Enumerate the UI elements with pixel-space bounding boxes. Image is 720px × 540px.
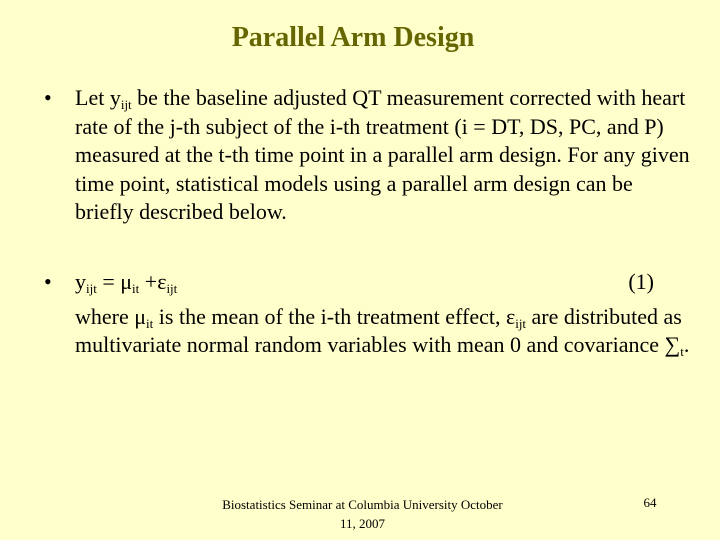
model-equation — [75, 268, 694, 297]
subscript: ijt — [166, 281, 178, 296]
subscript: ijt — [120, 97, 132, 112]
eq-eps: +ε — [139, 269, 167, 294]
period: . — [683, 332, 690, 357]
subscript: it — [146, 315, 154, 331]
subscript: ijt — [86, 281, 97, 296]
bullet-dot: • — [44, 85, 52, 110]
subscript: t — [680, 344, 684, 359]
page-number: 64 — [643, 495, 657, 510]
slide-title: Parallel Arm Design — [231, 22, 475, 53]
bullet-text-rest: be the baseline adjusted QT measurement corrected with heart rate of the j-th subject of the i-th treatment (i = DT, DS, PC, and P) measured at the t-th time point in a parallel arm design. For any given time point, statistical models using a parallel arm design can be briefly described below. — [75, 85, 690, 224]
where-post-text: are distributed as multivariate normal random variables with mean 0 and covariance ∑ — [75, 303, 682, 357]
where-text: where μ — [75, 303, 147, 329]
subscript: it — [132, 281, 140, 296]
where-mid-text: is the mean of the i-th treatment effect, ε — [153, 303, 516, 329]
equation-number: (1) — [628, 269, 654, 294]
eq-y: y — [75, 269, 86, 294]
slide-footer: Biostatistics Seminar at Columbia University October 11, 2007 — [222, 497, 503, 531]
bullet-model — [44, 268, 694, 360]
bullet-text-start: Let y — [75, 85, 121, 110]
bullet-dot: • — [44, 269, 52, 294]
eq-mu: = μ — [96, 269, 133, 294]
model-explanation — [50, 303, 694, 360]
bullet-definition — [44, 84, 694, 227]
bullet-definition-text — [75, 84, 694, 227]
subscript: ijt — [515, 315, 527, 331]
